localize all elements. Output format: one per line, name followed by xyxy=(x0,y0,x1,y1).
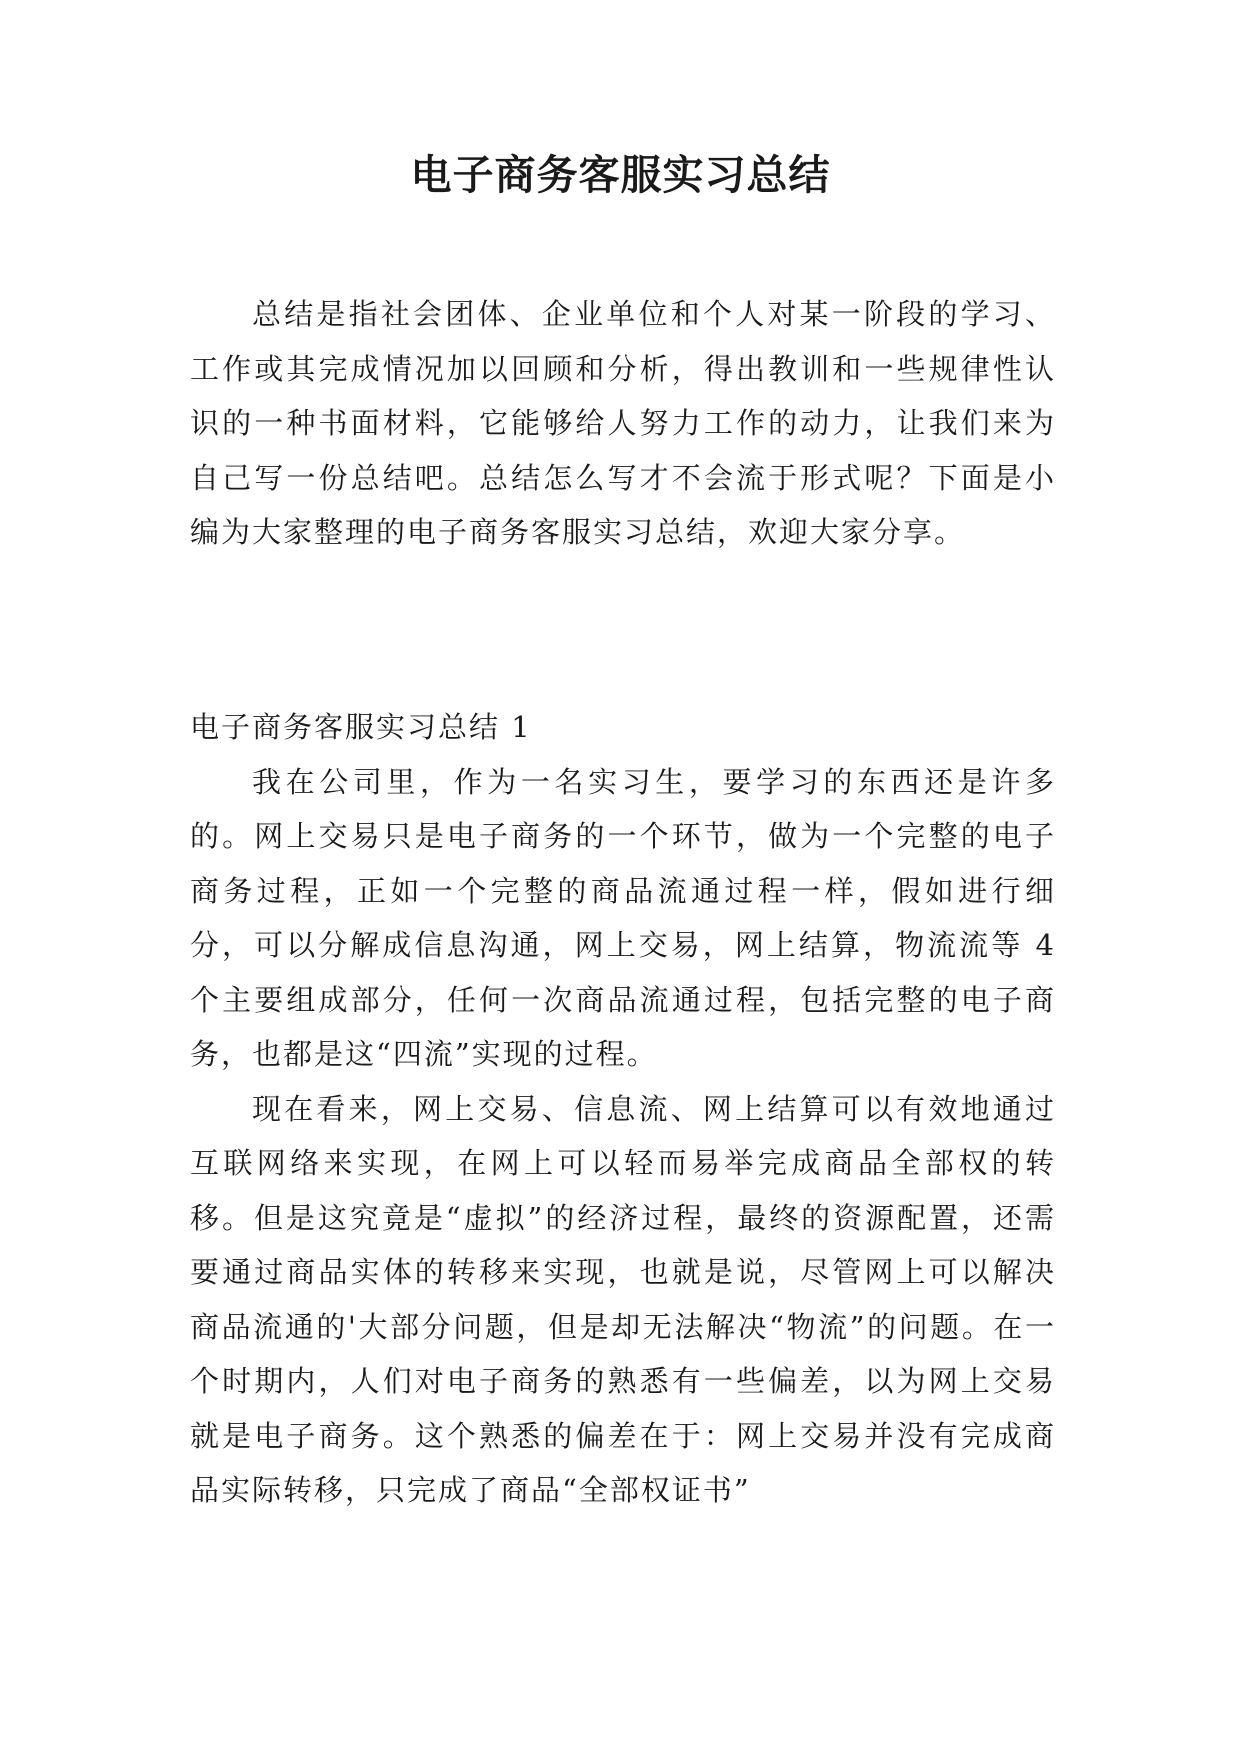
section-1 xyxy=(190,700,1056,1518)
body-paragraph: 现在看来，网上交易、信息流、网上结算可以有效地通过互联网络来实现，在网上可以轻而易举完成商品全部权的转移。但是这究竟是“虚拟”的经济过程，最终的资源配置，还需要通过商品实体的转移来实现，也就是说，尽管网上可以解决商品流通的'大部分问题，但是却无法解决“物流”的问题。在一个时期内，人们对电子商务的熟悉有一些偏差，以为网上交易就是电子商务。这个熟悉的偏差在于：网上交易并没有完成商品实际转移，只完成了商品“全部权证书” xyxy=(190,1091,1056,1507)
intro-block xyxy=(190,287,1056,560)
page-title: 电子商务客服实习总结 xyxy=(410,151,831,199)
body-paragraph: 我在公司里，作为一名实习生，要学习的东西还是许多的。网上交易只是电子商务的一个环节，做为一个完整的电子商务过程，正如一个完整的商品流通过程一样，假如进行细分，可以分解成信息沟通，网上交易，网上结算，物流流等 4 个主要组成部分，任何一次商品流通过程，包括完整的电子商务，也都是这“四流”实现的过程。 xyxy=(190,764,1056,1071)
intro-paragraph: 总结是指社会团体、企业单位和个人对某一阶段的学习、工作或其完成情况加以回顾和分析，得出教训和一些规律性认识的一种书面材料，它能够给人努力工作的动力，让我们来为自己写一份总结吧。总结怎么写才不会流于形式呢？下面是小编为大家整理的电子商务客服实习总结，欢迎大家分享。 xyxy=(190,297,1056,549)
section-heading: 电子商务客服实习总结 1 xyxy=(190,710,532,744)
